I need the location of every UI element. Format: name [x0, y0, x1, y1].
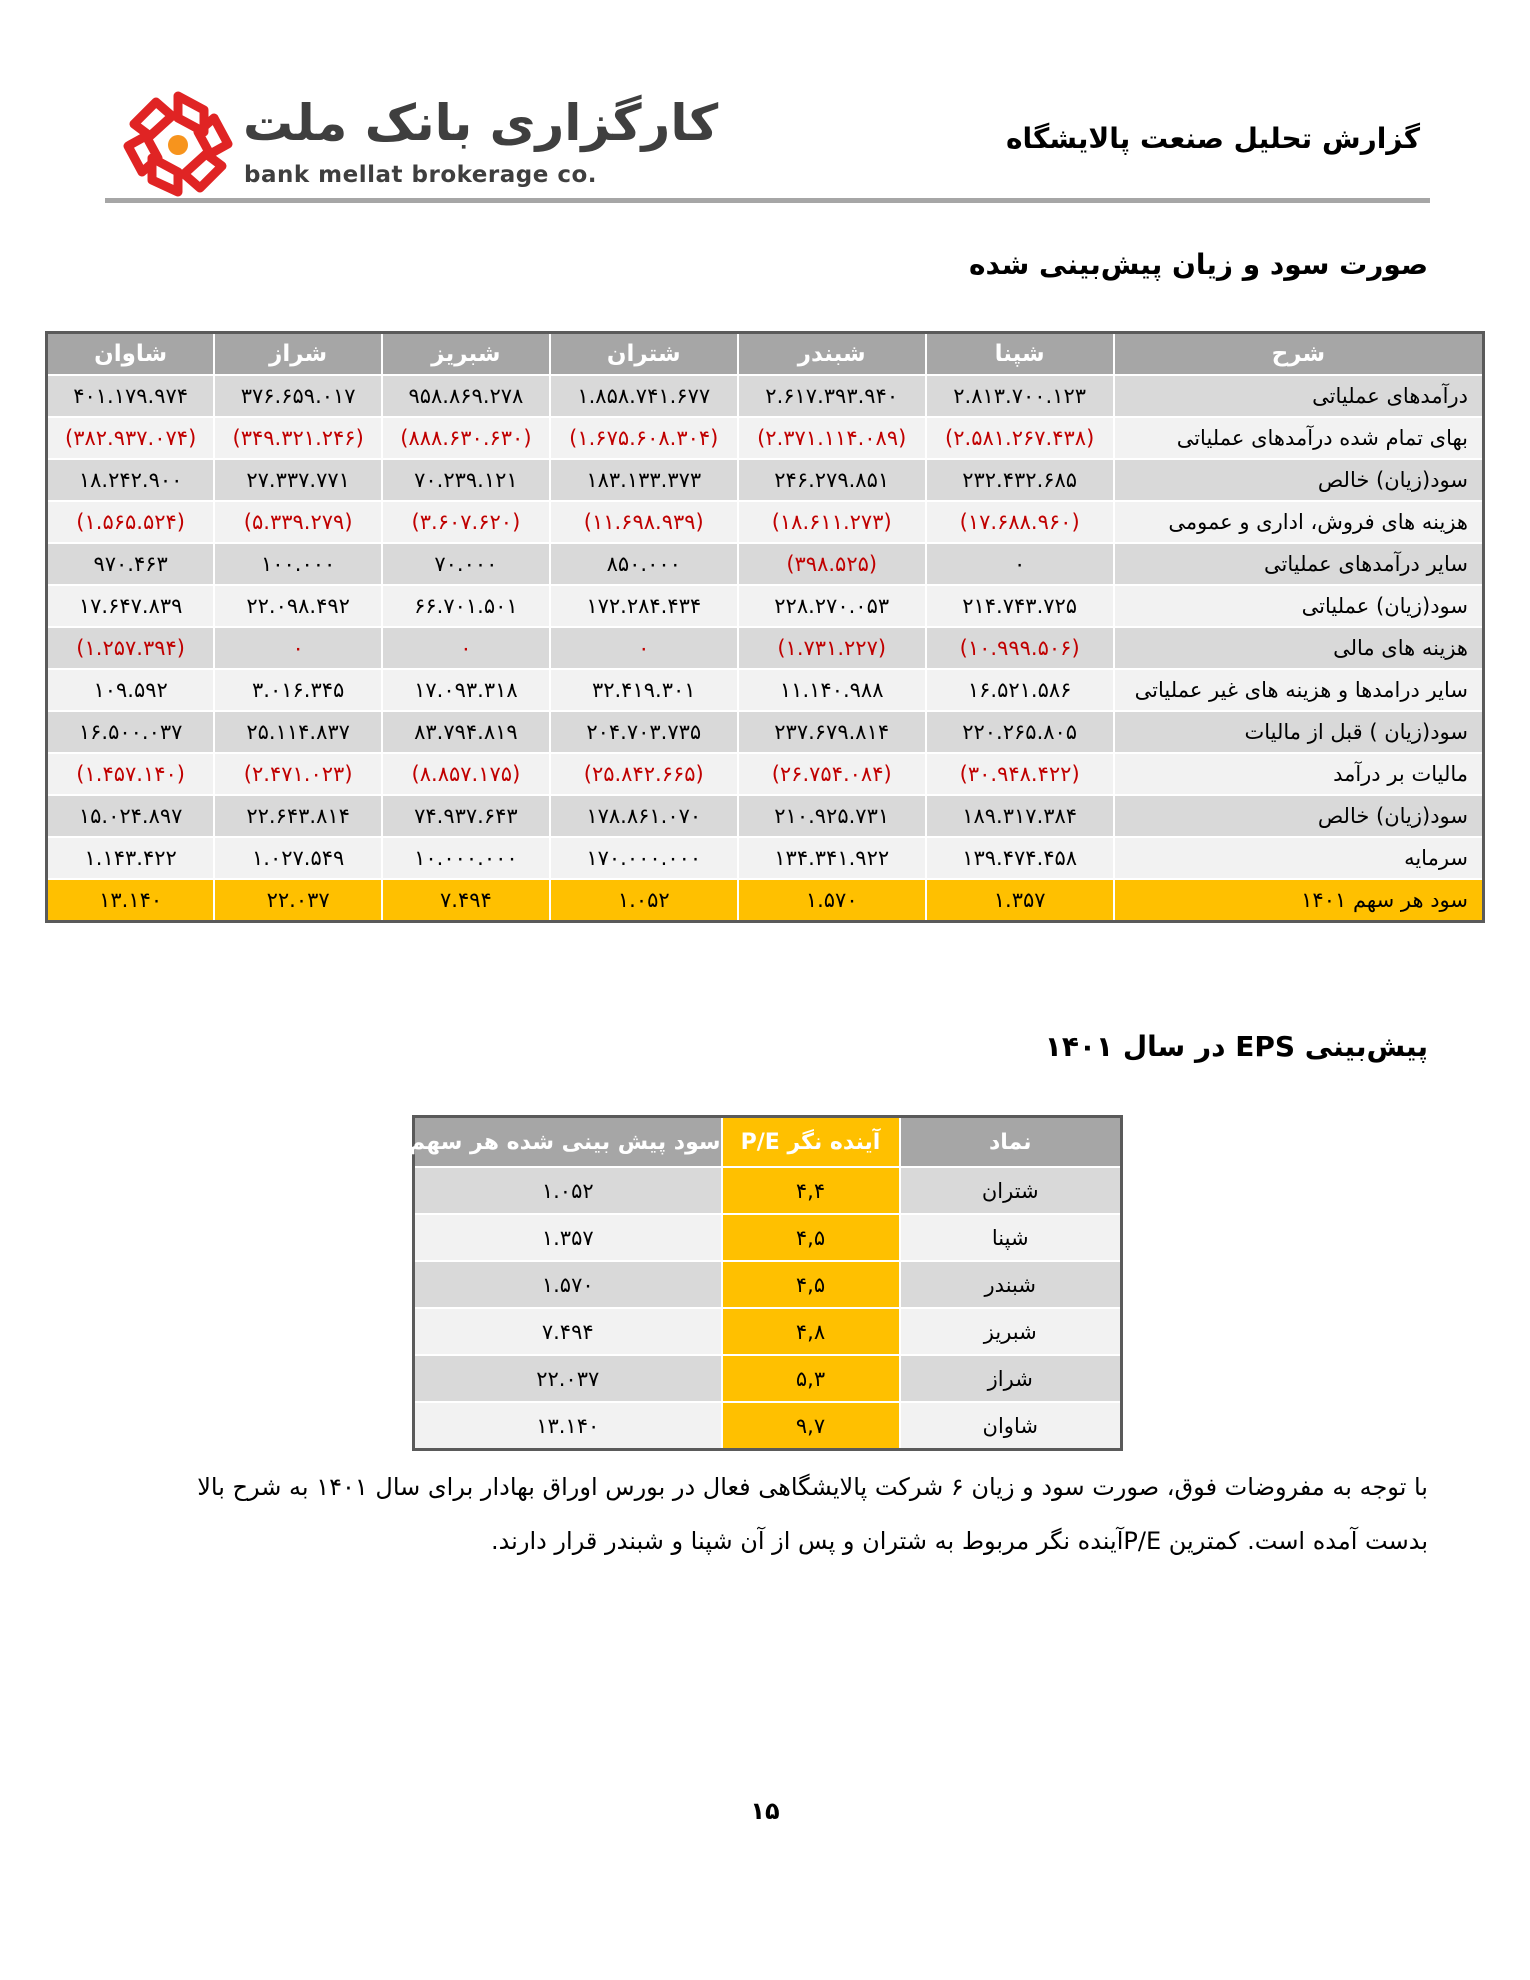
- cell-value: ۳.۰۱۶.۳۴۵: [214, 669, 382, 711]
- cell-value: ۲.۸۱۳.۷۰۰.۱۲۳: [926, 375, 1114, 417]
- table-row: [414, 1355, 1122, 1402]
- cell-value: ۸۵۰.۰۰۰: [550, 543, 738, 585]
- eps-cell: ۱.۰۵۲: [414, 1167, 722, 1214]
- cell-value: ۱۱.۱۴۰.۹۸۸: [738, 669, 926, 711]
- cell-value: ۲.۶۱۷.۳۹۳.۹۴۰: [738, 375, 926, 417]
- eps-cell: ۱۳.۱۴۰: [414, 1402, 722, 1450]
- eps-highlight-row: [47, 879, 1484, 922]
- table-row: [47, 627, 1484, 669]
- paragraph-line: بدست آمده است. کمترین P/Eآینده نگر مربوط به شتران و پس از آن شپنا و شبندر قرار دارند.: [490, 1527, 1428, 1555]
- column-header: آینده نگر P/E: [722, 1117, 900, 1168]
- row-label: سود(زیان) عملیاتی: [1114, 585, 1484, 627]
- cell-value: ۱۸۳.۱۳۳.۳۷۳: [550, 459, 738, 501]
- cell-value: ۱۸۹.۳۱۷.۳۸۴: [926, 795, 1114, 837]
- symbol-cell: شپنا: [900, 1214, 1122, 1261]
- cell-value: ۱۷۰.۰۰۰.۰۰۰: [550, 837, 738, 879]
- cell-value: ۷.۴۹۴: [382, 879, 550, 922]
- table-row: [47, 837, 1484, 879]
- column-header: شاوان: [47, 333, 215, 376]
- cell-value: (۲.۴۷۱.۰۲۳): [214, 753, 382, 795]
- row-label: سرمایه: [1114, 837, 1484, 879]
- symbol-cell: شراز: [900, 1355, 1122, 1402]
- table-row: [47, 669, 1484, 711]
- symbol-cell: شتران: [900, 1167, 1122, 1214]
- cell-value: ۱۶.۵۰۰.۰۳۷: [47, 711, 215, 753]
- table-row: [47, 585, 1484, 627]
- cell-value: ۳۷۶.۶۵۹.۰۱۷: [214, 375, 382, 417]
- cell-value: ۹۷۰.۴۶۳: [47, 543, 215, 585]
- cell-value: ۲۲.۶۴۳.۸۱۴: [214, 795, 382, 837]
- cell-value: ۱۰۹.۵۹۲: [47, 669, 215, 711]
- table-row: [47, 543, 1484, 585]
- cell-value: ۱.۱۴۳.۴۲۲: [47, 837, 215, 879]
- table-row: [47, 375, 1484, 417]
- brokerage-logo: [118, 88, 719, 203]
- table-row: [47, 459, 1484, 501]
- table-row: [47, 417, 1484, 459]
- cell-value: ۰: [550, 627, 738, 669]
- logo-text-english: bank mellat brokerage co.: [244, 162, 598, 188]
- cell-value: (۱۱.۶۹۸.۹۳۹): [550, 501, 738, 543]
- cell-value: (۲۵.۸۴۲.۶۶۵): [550, 753, 738, 795]
- row-label: سود(زیان) خالص: [1114, 459, 1484, 501]
- cell-value: (۳۰.۹۴۸.۴۲۲): [926, 753, 1114, 795]
- cell-value: ۱۷.۰۹۳.۳۱۸: [382, 669, 550, 711]
- cell-value: ۰: [214, 627, 382, 669]
- cell-value: ۲۵.۱۱۴.۸۳۷: [214, 711, 382, 753]
- table-row: [414, 1167, 1122, 1214]
- cell-value: (۵.۳۳۹.۲۷۹): [214, 501, 382, 543]
- pe-cell: ۹,۷: [722, 1402, 900, 1450]
- cell-value: (۳۹۸.۵۲۵): [738, 543, 926, 585]
- header-divider: [105, 198, 1430, 203]
- cell-value: (۳۸۲.۹۳۷.۰۷۴): [47, 417, 215, 459]
- pe-cell: ۴,۸: [722, 1308, 900, 1355]
- eps-forecast-table: [408, 1115, 1123, 1451]
- symbol-cell: شاوان: [900, 1402, 1122, 1450]
- logo-text-persian: کارگزاری بانک ملت: [243, 94, 719, 152]
- cell-value: ۴۰۱.۱۷۹.۹۷۴: [47, 375, 215, 417]
- cell-value: ۲۱۰.۹۲۵.۷۳۱: [738, 795, 926, 837]
- table-header-row: [414, 1117, 1122, 1168]
- cell-value: ۱۳۹.۴۷۴.۴۵۸: [926, 837, 1114, 879]
- row-label: مالیات بر درآمد: [1114, 753, 1484, 795]
- cell-value: ۱۶.۵۲۱.۵۸۶: [926, 669, 1114, 711]
- cell-value: (۱.۵۶۵.۵۲۴): [47, 501, 215, 543]
- cell-value: ۲۰۴.۷۰۳.۷۳۵: [550, 711, 738, 753]
- row-label: سود(زیان) خالص: [1114, 795, 1484, 837]
- column-header: شتران: [550, 333, 738, 376]
- cell-value: ۱۸.۲۴۲.۹۰۰: [47, 459, 215, 501]
- cell-value: (۱۰.۹۹۹.۵۰۶): [926, 627, 1114, 669]
- cell-value: (۳۴۹.۳۲۱.۲۴۶): [214, 417, 382, 459]
- page-number: ۱۵: [750, 1797, 780, 1825]
- cell-value: (۲.۳۷۱.۱۱۴.۰۸۹): [738, 417, 926, 459]
- cell-value: ۲۲۰.۲۶۵.۸۰۵: [926, 711, 1114, 753]
- analysis-paragraph: [98, 1460, 1428, 1568]
- table-row: [47, 501, 1484, 543]
- column-header: شبندر: [738, 333, 926, 376]
- cell-value: (۱۸.۶۱۱.۲۷۳): [738, 501, 926, 543]
- eps-cell: ۱.۵۷۰: [414, 1261, 722, 1308]
- cell-value: (۸.۸۵۷.۱۷۵): [382, 753, 550, 795]
- income-statement-table: [45, 331, 1485, 923]
- cell-value: (۲.۵۸۱.۲۶۷.۴۳۸): [926, 417, 1114, 459]
- cell-value: ۷۰.۲۳۹.۱۲۱: [382, 459, 550, 501]
- cell-value: (۱.۶۷۵.۶۰۸.۳۰۴): [550, 417, 738, 459]
- eps-forecast-title: پیش‌بینی EPS در سال ۱۴۰۱: [1044, 1030, 1428, 1063]
- cell-value: (۳.۶۰۷.۶۲۰): [382, 501, 550, 543]
- row-label: هزینه های مالی: [1114, 627, 1484, 669]
- cell-value: ۲۷.۳۳۷.۷۷۱: [214, 459, 382, 501]
- table-row: [414, 1261, 1122, 1308]
- eps-cell: ۱.۳۵۷: [414, 1214, 722, 1261]
- cell-value: ۷۰.۰۰۰: [382, 543, 550, 585]
- cell-value: ۱۷۸.۸۶۱.۰۷۰: [550, 795, 738, 837]
- symbol-cell: شبندر: [900, 1261, 1122, 1308]
- cell-value: ۱۳۴.۳۴۱.۹۲۲: [738, 837, 926, 879]
- cell-value: ۲۱۴.۷۴۳.۷۲۵: [926, 585, 1114, 627]
- cell-value: (۸۸۸.۶۳۰.۶۳۰): [382, 417, 550, 459]
- cell-value: (۲۶.۷۵۴.۰۸۴): [738, 753, 926, 795]
- row-label: درآمدهای عملیاتی: [1114, 375, 1484, 417]
- pe-cell: ۴,۵: [722, 1261, 900, 1308]
- column-header: شپنا: [926, 333, 1114, 376]
- cell-value: (۱.۴۵۷.۱۴۰): [47, 753, 215, 795]
- cell-value: ۱۷.۶۴۷.۸۳۹: [47, 585, 215, 627]
- table-row: [47, 795, 1484, 837]
- cell-value: ۱.۵۷۰: [738, 879, 926, 922]
- cell-value: (۱.۲۵۷.۳۹۴): [47, 627, 215, 669]
- cell-value: ۱۷۲.۲۸۴.۴۳۴: [550, 585, 738, 627]
- cell-value: ۱.۰۵۲: [550, 879, 738, 922]
- cell-value: ۱.۳۵۷: [926, 879, 1114, 922]
- cell-value: ۲۲۸.۲۷۰.۰۵۳: [738, 585, 926, 627]
- cell-value: ۲۳۲.۴۳۲.۶۸۵: [926, 459, 1114, 501]
- column-header: نماد: [900, 1117, 1122, 1168]
- cell-value: (۱۷.۶۸۸.۹۶۰): [926, 501, 1114, 543]
- table-row: [414, 1214, 1122, 1261]
- row-label: بهای تمام شده درآمدهای عملیاتی: [1114, 417, 1484, 459]
- table-row: [414, 1308, 1122, 1355]
- paragraph-line: با توجه به مفروضات فوق، صورت سود و زیان ۶ شرکت پالایشگاهی فعال در بورس اوراق بهادار برای سال ۱۴۰۱ به شرح بالا: [197, 1473, 1428, 1501]
- cell-value: ۱.۸۵۸.۷۴۱.۶۷۷: [550, 375, 738, 417]
- symbol-cell: شبریز: [900, 1308, 1122, 1355]
- cell-value: ۱۰۰.۰۰۰: [214, 543, 382, 585]
- table-row: [47, 711, 1484, 753]
- column-header: شرح: [1114, 333, 1484, 376]
- income-statement-title: صورت سود و زیان پیش‌بینی شده: [969, 248, 1428, 281]
- cell-value: (۱.۷۳۱.۲۲۷): [738, 627, 926, 669]
- cell-value: ۱.۰۲۷.۵۴۹: [214, 837, 382, 879]
- cell-value: ۱۳.۱۴۰: [47, 879, 215, 922]
- cell-value: ۶۶.۷۰۱.۵۰۱: [382, 585, 550, 627]
- eps-cell: ۷.۴۹۴: [414, 1308, 722, 1355]
- cell-value: ۱۵.۰۲۴.۸۹۷: [47, 795, 215, 837]
- cell-value: ۸۳.۷۹۴.۸۱۹: [382, 711, 550, 753]
- cell-value: ۲۳۷.۶۷۹.۸۱۴: [738, 711, 926, 753]
- row-label: هزینه های فروش، اداری و عمومی: [1114, 501, 1484, 543]
- cell-value: ۰: [926, 543, 1114, 585]
- cell-value: ۲۲.۰۹۸.۴۹۲: [214, 585, 382, 627]
- table-row: [47, 753, 1484, 795]
- column-header: شبریز: [382, 333, 550, 376]
- eps-cell: ۲۲.۰۳۷: [414, 1355, 722, 1402]
- table-row: [414, 1402, 1122, 1450]
- pe-cell: ۴,۴: [722, 1167, 900, 1214]
- row-label: سود هر سهم ۱۴۰۱: [1114, 879, 1484, 922]
- column-header: شراز: [214, 333, 382, 376]
- cell-value: ۰: [382, 627, 550, 669]
- row-label: سایر درآمدهای عملیاتی: [1114, 543, 1484, 585]
- row-label: سایر درامدها و هزینه های غیر عملیاتی: [1114, 669, 1484, 711]
- cell-value: ۲۲.۰۳۷: [214, 879, 382, 922]
- logo-mark-icon: [118, 88, 238, 203]
- cell-value: ۹۵۸.۸۶۹.۲۷۸: [382, 375, 550, 417]
- column-header: سود پیش بینی شده هر سهم: [414, 1117, 722, 1168]
- pe-cell: ۴,۵: [722, 1214, 900, 1261]
- row-label: سود(زیان ) قبل از مالیات: [1114, 711, 1484, 753]
- cell-value: ۳۲.۴۱۹.۳۰۱: [550, 669, 738, 711]
- report-title: گزارش تحلیل صنعت پالایشگاه: [1006, 122, 1420, 155]
- pe-cell: ۵,۳: [722, 1355, 900, 1402]
- cell-value: ۲۴۶.۲۷۹.۸۵۱: [738, 459, 926, 501]
- table-header-row: [47, 333, 1484, 376]
- cell-value: ۱۰.۰۰۰.۰۰۰: [382, 837, 550, 879]
- cell-value: ۷۴.۹۳۷.۶۴۳: [382, 795, 550, 837]
